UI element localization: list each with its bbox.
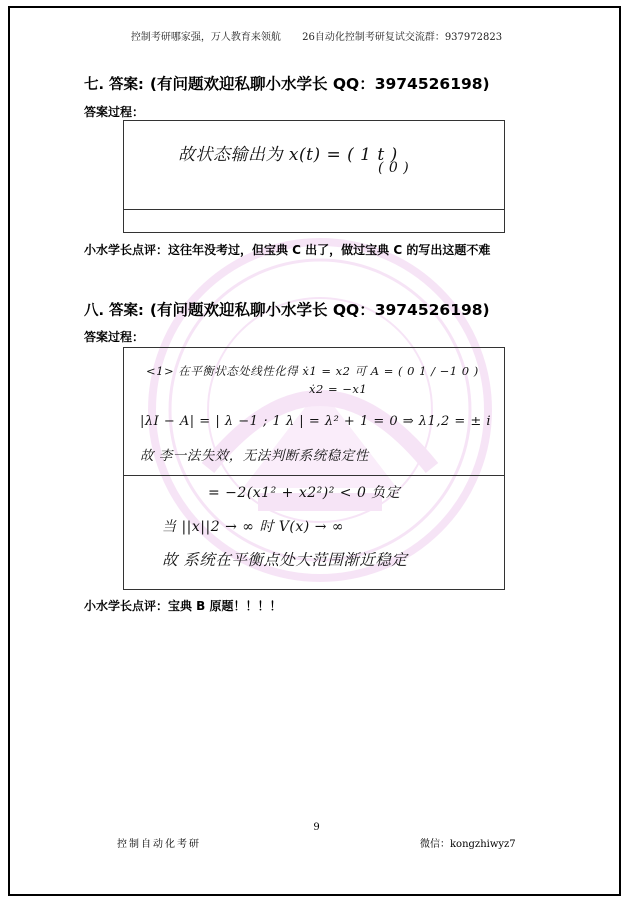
section-7-process-label: 答案过程：	[84, 105, 145, 119]
section-8-contact-note: (有问题欢迎私聊小水学长 QQ：3974526198)	[149, 301, 490, 319]
page-number: 9	[313, 822, 320, 833]
section-7-handwriting-line-2: ( 0 )	[378, 160, 410, 176]
section-7-handwriting-line-1: 故状态输出为 x(t) = ( 1 t )	[178, 145, 398, 165]
section-8-handwriting-line-5: = −2(x1² + x2²)² < 0 负定	[208, 485, 401, 501]
section-7-comment: 小水学长点评：这往年没考过，但宝典 C 出了，做过宝典 C 的写出这题不难	[84, 243, 491, 257]
section-7-answer-box	[123, 120, 505, 233]
section-7-contact-note: (有问题欢迎私聊小水学长 QQ：3974526198)	[149, 75, 490, 93]
section-8-box-divider	[124, 475, 504, 476]
section-8-process-label: 答案过程：	[84, 330, 145, 344]
section-8-handwriting-line-2: ẋ2 = −x1	[309, 382, 368, 396]
footer-right-text: 微信：kongzhiwyz7	[420, 839, 516, 850]
section-7-box-divider	[124, 209, 504, 210]
section-8-handwriting-line-7: 故 系统在平衡点处大范围渐近稳定	[162, 551, 408, 569]
header-right-text: 26自动化控制考研复试交流群：937972823	[302, 32, 503, 43]
header-left-text: 控制考研哪家强，万人教育来领航	[130, 32, 281, 43]
section-8-comment: 小水学长点评：宝典 B 原题！！！！	[84, 599, 282, 613]
section-8-handwriting-line-3: |λI − A| = | λ −1 ; 1 λ | = λ² + 1 = 0 ⇒ λ1,2 = ± i	[140, 414, 492, 429]
footer-left-text: 控制自动化考研	[117, 839, 201, 850]
section-8-handwriting-line-4: 故 李一法失效，无法判断系统稳定性	[140, 448, 369, 464]
section-8-title	[84, 298, 490, 320]
page-header	[0, 28, 633, 43]
section-8-handwriting-line-6: 当 ||x||2 → ∞ 时 V(x) → ∞	[162, 519, 345, 535]
section-8-handwriting-line-1: <1> 在平衡状态处线性化得 ẋ1 = x2 可 A = ( 0 1 / −1 0 )	[146, 364, 479, 378]
section-7-heading: 七. 答案:	[84, 77, 144, 93]
section-7-title	[84, 72, 490, 94]
section-8-heading: 八. 答案:	[84, 303, 144, 319]
